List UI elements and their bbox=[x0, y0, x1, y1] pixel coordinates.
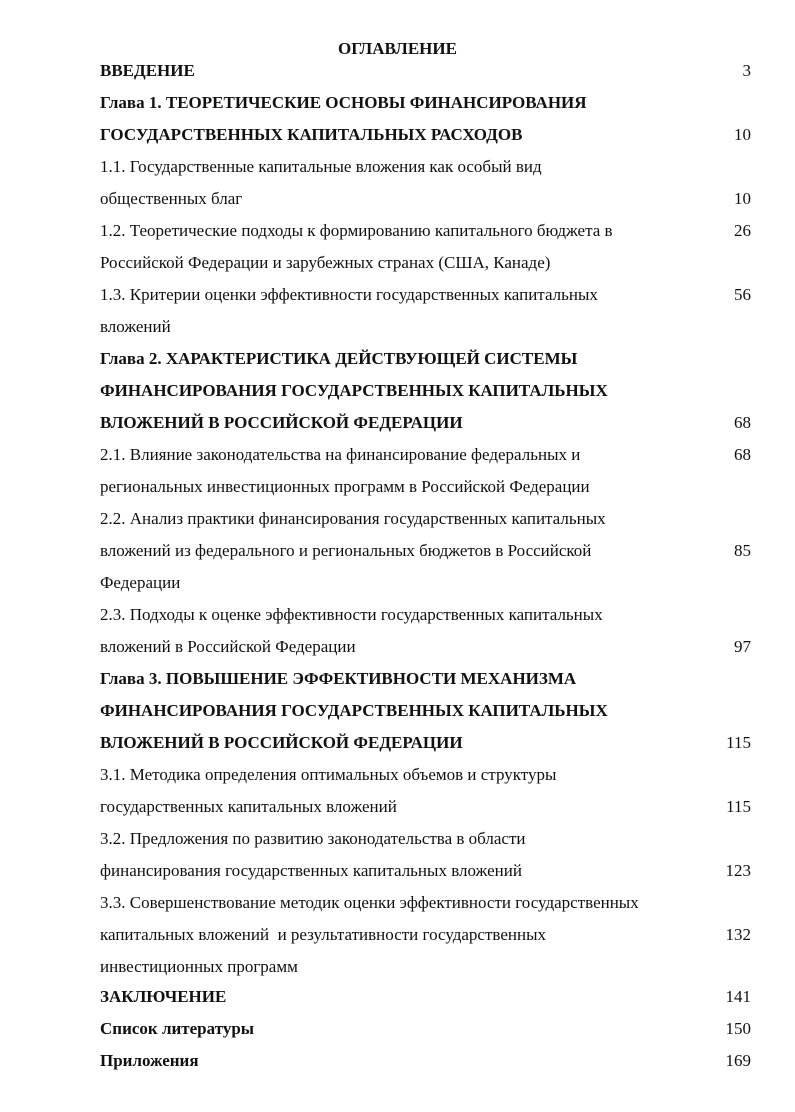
toc-section-3-3-line3: инвестиционных программ bbox=[100, 957, 298, 976]
toc-page-number: 115 bbox=[726, 733, 751, 752]
toc-chapter-2-line3: ВЛОЖЕНИЙ В РОССИЙСКОЙ ФЕДЕРАЦИИ bbox=[100, 413, 463, 432]
toc-section-3-3-line1: 3.3. Совершенствование методик оценки эффективности государственных bbox=[100, 893, 639, 912]
toc-section-1-3-line1: 1.3. Критерии оценки эффективности государственных капитальных bbox=[100, 285, 598, 304]
toc-page-number: 132 bbox=[725, 925, 751, 944]
toc-page-number: 97 bbox=[734, 637, 751, 656]
toc-section-1-1-line2: общественных благ bbox=[100, 189, 243, 208]
toc-section-3-2-line1: 3.2. Предложения по развитию законодательства в области bbox=[100, 829, 526, 848]
toc-page-number: 115 bbox=[726, 797, 751, 816]
toc-page-number: 141 bbox=[725, 987, 751, 1006]
toc-section-2-1-line2: региональных инвестиционных программ в Российской Федерации bbox=[100, 477, 590, 496]
toc-entry-appendices: Приложения bbox=[100, 1051, 199, 1070]
toc-page-number: 169 bbox=[725, 1051, 751, 1070]
toc-entry-conclusion: ЗАКЛЮЧЕНИЕ bbox=[100, 987, 227, 1006]
toc-page-number: 56 bbox=[734, 285, 751, 304]
toc-page-number: 68 bbox=[734, 413, 751, 432]
page-title: ОГЛАВЛЕНИЕ bbox=[338, 39, 457, 58]
toc-page-number: 26 bbox=[734, 221, 751, 240]
toc-section-3-3-line2: капитальных вложений и результативности государственных bbox=[100, 925, 547, 944]
toc-chapter-3-line1: Глава 3. ПОВЫШЕНИЕ ЭФФЕКТИВНОСТИ МЕХАНИЗМА bbox=[100, 669, 577, 688]
toc-section-2-2-line1: 2.2. Анализ практики финансирования государственных капитальных bbox=[100, 509, 606, 528]
toc-page-number: 123 bbox=[725, 861, 751, 880]
toc-section-2-2-line2: вложений из федерального и региональных бюджетов в Российской bbox=[100, 541, 592, 560]
toc-section-3-2-line2: финансирования государственных капитальных вложений bbox=[100, 861, 522, 880]
toc-section-3-1-line2: государственных капитальных вложений bbox=[100, 797, 397, 816]
toc-page-number: 85 bbox=[734, 541, 751, 560]
toc-chapter-1-line1: Глава 1. ТЕОРЕТИЧЕСКИЕ ОСНОВЫ ФИНАНСИРОВАНИЯ bbox=[100, 93, 587, 112]
toc-page-number: 150 bbox=[725, 1019, 751, 1038]
toc-entry-bibliography: Список литературы bbox=[100, 1019, 255, 1038]
toc-section-3-1-line1: 3.1. Методика определения оптимальных объемов и структуры bbox=[100, 765, 557, 784]
toc-section-1-3-line2: вложений bbox=[100, 317, 171, 336]
toc-page-number: 68 bbox=[734, 445, 751, 464]
toc-chapter-3-line3: ВЛОЖЕНИЙ В РОССИЙСКОЙ ФЕДЕРАЦИИ bbox=[100, 733, 463, 752]
toc-page-number: 3 bbox=[742, 61, 751, 80]
toc-entry-introduction: ВВЕДЕНИЕ bbox=[100, 61, 195, 80]
toc-section-1-2-line2: Российской Федерации и зарубежных странах (США, Канаде) bbox=[100, 253, 551, 272]
toc-section-2-3-line1: 2.3. Подходы к оценке эффективности государственных капитальных bbox=[100, 605, 603, 624]
toc-section-1-2-line1: 1.2. Теоретические подходы к формированию капитального бюджета в bbox=[100, 221, 613, 240]
toc-chapter-2-line1: Глава 2. ХАРАКТЕРИСТИКА ДЕЙСТВУЮЩЕЙ СИСТЕМЫ bbox=[100, 349, 578, 368]
toc-page-number: 10 bbox=[734, 125, 751, 144]
toc-chapter-2-line2: ФИНАНСИРОВАНИЯ ГОСУДАРСТВЕННЫХ КАПИТАЛЬНЫХ bbox=[100, 381, 608, 400]
toc-section-2-1-line1: 2.1. Влияние законодательства на финансирование федеральных и bbox=[100, 445, 581, 464]
toc-page-number: 10 bbox=[734, 189, 751, 208]
toc-section-2-2-line3: Федерации bbox=[100, 573, 181, 592]
toc-chapter-1-line2: ГОСУДАРСТВЕННЫХ КАПИТАЛЬНЫХ РАСХОДОВ bbox=[100, 125, 523, 144]
toc-section-1-1-line1: 1.1. Государственные капитальные вложения как особый вид bbox=[100, 157, 542, 176]
toc-chapter-3-line2: ФИНАНСИРОВАНИЯ ГОСУДАРСТВЕННЫХ КАПИТАЛЬНЫХ bbox=[100, 701, 608, 720]
toc-section-2-3-line2: вложений в Российской Федерации bbox=[100, 637, 356, 656]
